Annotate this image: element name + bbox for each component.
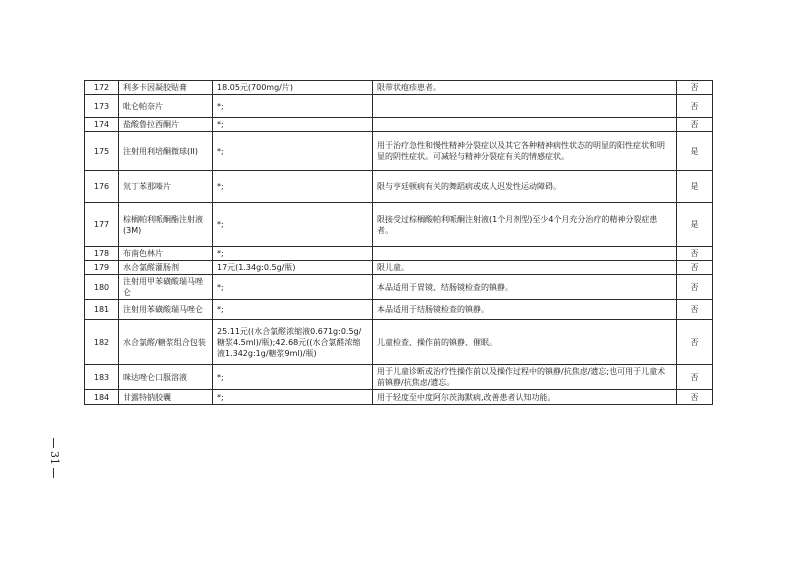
flag-cell: 否 [677,390,713,405]
page-number [46,438,62,478]
price-cell: *; [213,365,373,390]
flag-cell: 否 [677,81,713,95]
restriction-cell: 限儿童。 [373,261,677,275]
drug-name-cell: 水合氯醛/糖浆组合包装 [119,320,213,365]
price-cell: *; [213,247,373,261]
price-cell: *; [213,118,373,132]
table-row [85,132,713,171]
flag-cell: 否 [677,247,713,261]
price-cell: *; [213,171,373,203]
row-number-cell: 173 [85,95,119,118]
flag-cell: 否 [677,365,713,390]
restriction-cell [373,95,677,118]
page-number-text: 31 [48,451,61,465]
drug-name-cell: 注射用利培酮微球(II) [119,132,213,171]
restriction-cell: 限接受过棕榈酸帕利哌酮注射液(1个月剂型)至少4个月充分治疗的精神分裂症患者。 [373,203,677,247]
restriction-cell: 限带状疱疹患者。 [373,81,677,95]
price-cell: 18.05元(700mg/片) [213,81,373,95]
drug-name-cell: 棕榈帕利哌酮酯注射液(3M) [119,203,213,247]
flag-cell: 是 [677,171,713,203]
restriction-cell [373,118,677,132]
row-number-cell: 182 [85,320,119,365]
row-number-cell: 172 [85,81,119,95]
drug-name-cell: 水合氯醛灌肠剂 [119,261,213,275]
table-body [85,81,713,405]
table-row [85,247,713,261]
flag-cell: 否 [677,300,713,320]
drug-list-table [84,80,713,405]
row-number-cell: 181 [85,300,119,320]
table-row [85,95,713,118]
restriction-cell: 限与亨廷顿病有关的舞蹈病或成人迟发性运动障碍。 [373,171,677,203]
flag-cell: 是 [677,132,713,171]
drug-name-cell: 甘露特钠胶囊 [119,390,213,405]
table-row [85,261,713,275]
restriction-cell: 用于儿童诊断或治疗性操作前以及操作过程中的镇静/抗焦虑/遗忘;也可用于儿童术前镇静/抗焦虑/遗忘。 [373,365,677,390]
drug-name-cell: 氘丁苯那嗪片 [119,171,213,203]
drug-name-cell: 布南色林片 [119,247,213,261]
row-number-cell: 178 [85,247,119,261]
drug-name-cell: 注射用甲苯磺酸瑞马唑仑 [119,275,213,300]
row-number-cell: 175 [85,132,119,171]
row-number-cell: 176 [85,171,119,203]
drug-name-cell: 利多卡因凝胶贴膏 [119,81,213,95]
price-cell: *; [213,203,373,247]
restriction-cell [373,247,677,261]
price-cell: *; [213,132,373,171]
restriction-cell: 本品适用于结肠镜检查的镇静。 [373,300,677,320]
table-row [85,203,713,247]
price-cell: *; [213,300,373,320]
page-number-dash-top [46,438,62,448]
page-number-dash-bottom [46,468,62,478]
flag-cell: 否 [677,261,713,275]
table-row [85,300,713,320]
flag-cell: 否 [677,95,713,118]
restriction-cell: 儿童检查、操作前的镇静、催眠。 [373,320,677,365]
price-cell: *; [213,275,373,300]
flag-cell: 否 [677,275,713,300]
restriction-cell: 本品适用于胃镜、结肠镜检查的镇静。 [373,275,677,300]
restriction-cell: 用于治疗急性和慢性精神分裂症以及其它各种精神病性状态的明显的阳性症状和明显的阴性症状。可减轻与精神分裂症有关的情感症状。 [373,132,677,171]
table-row [85,81,713,95]
table-row [85,390,713,405]
price-cell: 25.11元((水合氯醛浓缩液0.671g:0.5g/糖浆4.5ml)/瓶);42.68元((水合氯醛浓缩液1.342g:1g/糖浆9ml)/瓶) [213,320,373,365]
row-number-cell: 184 [85,390,119,405]
price-cell: *; [213,390,373,405]
row-number-cell: 179 [85,261,119,275]
row-number-cell: 183 [85,365,119,390]
drug-name-cell: 咪达唑仑口服溶液 [119,365,213,390]
drug-name-cell: 注射用苯磺酸瑞马唑仑 [119,300,213,320]
row-number-cell: 180 [85,275,119,300]
flag-cell: 否 [677,320,713,365]
table-row [85,171,713,203]
flag-cell: 是 [677,203,713,247]
price-cell: 17元(1.34g:0.5g/瓶) [213,261,373,275]
price-cell: *; [213,95,373,118]
drug-name-cell: 盐酸鲁拉西酮片 [119,118,213,132]
drug-name-cell: 吡仑帕奈片 [119,95,213,118]
table-row [85,118,713,132]
flag-cell: 否 [677,118,713,132]
row-number-cell: 177 [85,203,119,247]
table-row [85,320,713,365]
table-row [85,275,713,300]
table-row [85,365,713,390]
restriction-cell: 用于轻度至中度阿尔茨海默病,改善患者认知功能。 [373,390,677,405]
row-number-cell: 174 [85,118,119,132]
